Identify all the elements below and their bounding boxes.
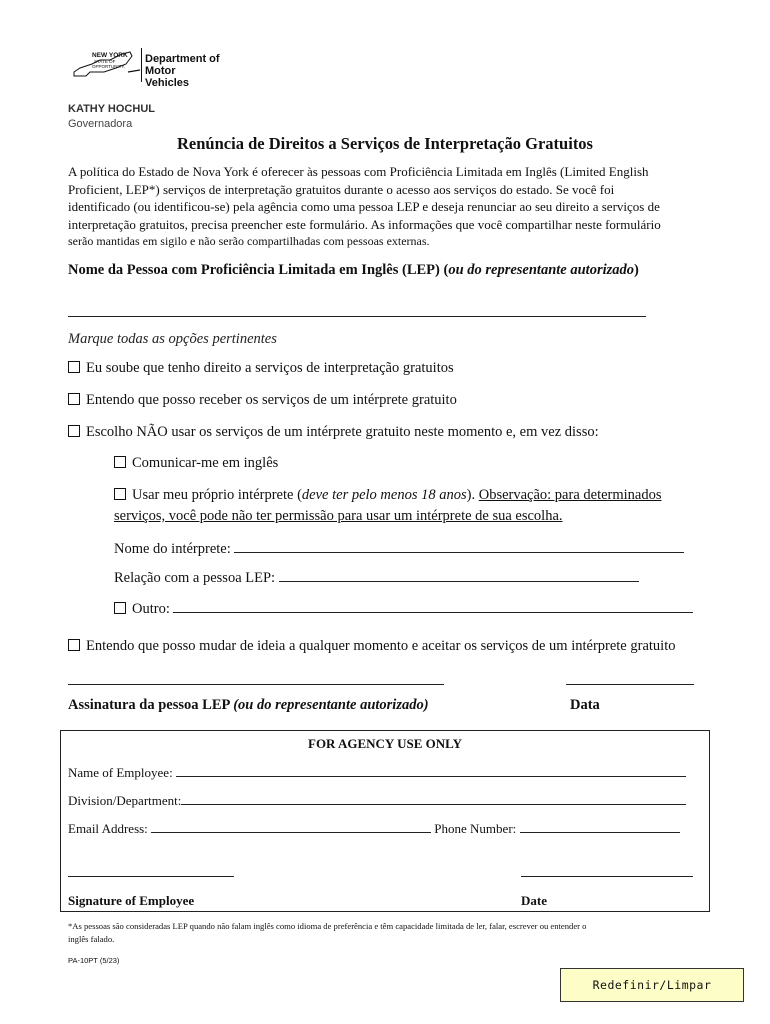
reset-clear-label: Redefinir/Limpar xyxy=(592,978,712,992)
lep-name-heading: Nome da Pessoa com Proficiência Limitada em Inglês (LEP) (ou do representante autorizado) xyxy=(68,262,639,278)
governor-title: Governadora xyxy=(68,118,133,130)
other-row: Outro: xyxy=(114,597,693,618)
employee-signature-label: Signature of Employee xyxy=(68,893,195,908)
option-change-mind-checkbox[interactable] xyxy=(68,639,80,651)
intro-line: identificado (ou identificou-se) pela agência como uma pessoa LEP e deseja renunciar ao seu direito a serviços de xyxy=(68,199,660,214)
intro-line: serão mantidas em sigilo e não serão compartilhadas com pessoas externas. xyxy=(68,234,430,248)
logo-text-new-york: NEW YORK xyxy=(92,52,128,59)
relationship-row: Relação com a pessoa LEP: xyxy=(114,566,639,587)
option-understand-checkbox[interactable] xyxy=(68,393,80,405)
interpreter-note-cont: serviços, você pode não ter permissão para usar um intérprete de sua escolha. xyxy=(114,508,563,524)
phone-field[interactable] xyxy=(520,819,680,833)
interpreter-note: Observação: para determinados xyxy=(478,487,662,503)
footnote-line: *As pessoas são consideradas LEP quando não falam inglês como idioma de preferência e têm capacidade limitada de ler, falar, escrever ou entender o xyxy=(68,921,587,931)
interpreter-name-field[interactable] xyxy=(234,537,684,553)
division-field[interactable] xyxy=(181,791,686,805)
intro-paragraph xyxy=(68,163,661,251)
dept-line-1: Department of xyxy=(145,53,220,65)
interpreter-name-row: Nome do intérprete: xyxy=(114,537,684,558)
employee-signature-field[interactable] xyxy=(68,864,234,877)
page-title: Renúncia de Direitos a Serviços de Interpretação Gratuitos xyxy=(177,134,593,153)
intro-line: A política do Estado de Nova York é oferecer às pessoas com Proficiência Limitada em Inglês (Limited English xyxy=(68,164,649,179)
lep-date-label: Data xyxy=(570,697,600,713)
other-checkbox[interactable] xyxy=(114,602,126,614)
option-entitled-checkbox[interactable] xyxy=(68,361,80,373)
agency-box-title: FOR AGENCY USE ONLY xyxy=(308,736,462,751)
logo-text-opportunity: OPPORTUNITY. xyxy=(92,64,126,69)
email-phone-row: Email Address: Phone Number: xyxy=(68,819,680,837)
lep-signature-label: Assinatura da pessoa LEP (ou do representante autorizado) xyxy=(68,697,429,713)
intro-line: interpretação gratuitos, precisa preencher este formulário. As informações que você compartilhar neste formulário xyxy=(68,216,661,232)
reset-clear-button[interactable] xyxy=(560,968,744,1002)
other-field[interactable] xyxy=(173,597,693,613)
employee-date-label: Date xyxy=(521,893,547,908)
lep-date-field[interactable] xyxy=(566,670,694,685)
employee-name-row: Name of Employee: xyxy=(68,763,686,781)
logo-text-state-of: STATE OF xyxy=(94,59,116,64)
option-decline: Escolho NÃO usar os serviços de um intérprete gratuito neste momento e, em vez disso: xyxy=(68,424,599,441)
lep-signature-field[interactable] xyxy=(68,670,444,685)
mark-all-instruction: Marque todas as opções pertinentes xyxy=(68,331,277,347)
footnote-line: inglês falado. xyxy=(68,933,115,944)
lep-name-field[interactable] xyxy=(68,300,646,317)
suboption-own-interpreter: Usar meu próprio intérprete (deve ter pelo menos 18 anos). Observação: para determinados xyxy=(114,487,662,504)
dept-line-2: Motor Vehicles xyxy=(145,65,190,89)
option-decline-checkbox[interactable] xyxy=(68,425,80,437)
relationship-field[interactable] xyxy=(279,566,639,582)
email-field[interactable] xyxy=(151,819,431,833)
option-understand: Entendo que posso receber os serviços de um intérprete gratuito xyxy=(68,392,457,409)
option-entitled: Eu soube que tenho direito a serviços de interpretação gratuitos xyxy=(68,360,454,377)
logo-divider xyxy=(141,48,142,82)
form-code: PA-10PT (5/23) xyxy=(68,956,120,965)
employee-name-field[interactable] xyxy=(176,763,686,777)
suboption-english: Comunicar-me em inglês xyxy=(114,455,278,472)
governor-name: KATHY HOCHUL xyxy=(68,103,155,115)
dmv-logo xyxy=(70,46,220,89)
option-change-mind: Entendo que posso mudar de ideia a qualquer momento e aceitar os serviços de um intérprete gratuito xyxy=(68,638,675,655)
footnote xyxy=(68,920,586,945)
suboption-english-checkbox[interactable] xyxy=(114,456,126,468)
division-row: Division/Department: xyxy=(68,791,686,809)
employee-date-field[interactable] xyxy=(521,864,693,877)
intro-line: Proficient, LEP*) serviços de interpretação gratuitos durante o acesso aos serviços do estado. Se você foi xyxy=(68,181,615,197)
suboption-own-interpreter-checkbox[interactable] xyxy=(114,488,126,500)
